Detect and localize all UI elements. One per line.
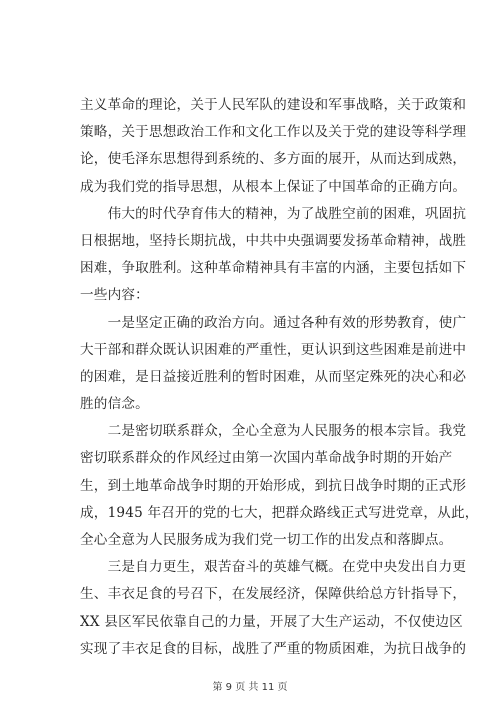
text-line: 论，使毛泽东思想得到系统的、多方面的展开，从而达到成熟，	[80, 151, 467, 168]
text-line: 伟大的时代孕育伟大的精神，为了战胜空前的困难，巩固抗	[80, 205, 467, 222]
text-line: 三是自力更生，艰苦奋斗的英雄气概。在党中央发出自力更	[80, 559, 467, 576]
text-line: 成为我们党的指导思想，从根本上保证了中国革命的正确方向。	[80, 178, 467, 195]
text-line: 的困难，是日益接近胜利的暂时困难，从而坚定殊死的决心和必	[80, 368, 467, 385]
text-line: 生、丰衣足食的号召下，在发展经济，保障供给总方针指导下，	[80, 586, 467, 603]
text-line: 大干部和群众既认识困难的严重性，更认识到这些困难是前进中	[80, 341, 467, 358]
text-line: 日根据地，坚持长期抗战，中共中央强调要发扬革命精神，战胜	[80, 232, 467, 249]
text-line: 策略，关于思想政治工作和文化工作以及关于党的建设等科学理	[80, 124, 467, 141]
text-line: 成，1945 年召开的党的七大，把群众路线正式写进党章，从此，	[80, 504, 479, 521]
text-line: 一是坚定正确的政治方向。通过各种有效的形势教育，使广	[80, 314, 467, 331]
body-text	[80, 92, 479, 663]
text-line: 胜的信念。	[80, 396, 149, 413]
text-line: 困难，争取胜利。这种革命精神具有丰富的内涵，主要包括如下	[80, 260, 467, 277]
text-line: 二是密切联系群众，全心全意为人民服务的根本宗旨。我党	[80, 423, 467, 440]
text-line: 一些内容：	[80, 287, 149, 304]
page-footer: 第 9 页 共 11 页	[212, 682, 288, 693]
text-line: 主义革命的理论，关于人民军队的建设和军事战略，关于政策和	[80, 97, 467, 113]
text-line: 全心全意为人民服务成为我们党一切工作的出发点和落脚点。	[80, 532, 453, 548]
text-line: XX 县区军民依靠自己的力量，开展了大生产运动，不仅使边区	[80, 613, 463, 630]
text-line: 生，到土地革命战争时期的开始形成，到抗日战争时期的正式形	[80, 477, 467, 494]
text-line: 密切联系群众的作风经过由第一次国内革命战争时期的开始产	[80, 450, 453, 467]
text-line: 实现了丰衣足食的目标，战胜了严重的物质困难，为抗日战争的	[80, 640, 467, 657]
